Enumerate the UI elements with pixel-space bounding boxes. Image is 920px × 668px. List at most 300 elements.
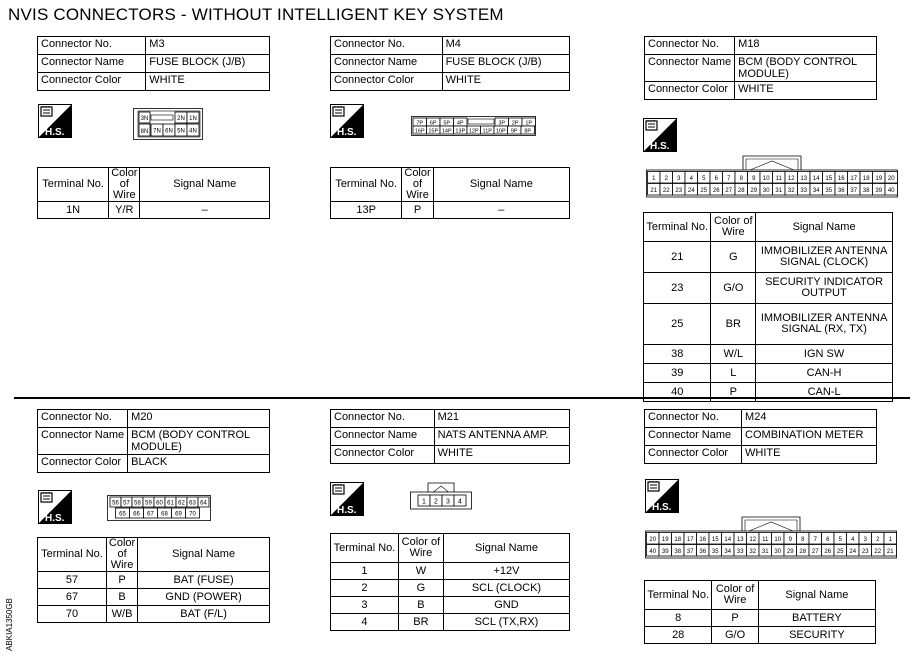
- pin-label: 26: [824, 549, 832, 555]
- connector-no-label: Connector No.: [38, 37, 146, 55]
- pin-label: 17: [850, 176, 858, 182]
- signal-name: CAN-H: [756, 364, 893, 383]
- connector-info-m3: [37, 36, 270, 91]
- connector-no-value: M4: [442, 37, 569, 55]
- terminal-no: 3: [331, 597, 399, 614]
- connector-no-value: M24: [742, 410, 877, 428]
- pin-label: 3: [863, 537, 867, 543]
- pin-label: 17: [686, 537, 694, 543]
- pin-label: 18: [674, 537, 682, 543]
- terminal-no: 21: [644, 242, 711, 273]
- color-of-wire-header: Color of Wire: [402, 168, 433, 202]
- connector-name-value: BCM (BODY CONTROL MODULE): [735, 55, 877, 82]
- signal-name: BATTERY: [758, 610, 875, 627]
- connector-color-label: Connector Color: [38, 455, 128, 473]
- signal-table-header: [38, 168, 270, 202]
- pin-label: 70: [189, 511, 196, 518]
- connector-color-row: [331, 446, 570, 464]
- pin-label: 10: [774, 537, 782, 543]
- wire-color: P: [402, 202, 433, 219]
- table-row: [38, 589, 270, 606]
- pin-label: 29: [786, 549, 794, 555]
- table-row: [331, 202, 570, 219]
- connector-face-m20: [107, 495, 211, 521]
- hs-harness-side-icon: [38, 104, 72, 138]
- connector-info-m20: [37, 409, 270, 473]
- terminal-no: 28: [645, 627, 712, 644]
- wire-color: G: [398, 580, 443, 597]
- hs-harness-side-icon: [330, 104, 364, 138]
- signal-name: SCL (CLOCK): [443, 580, 569, 597]
- connector-color-label: Connector Color: [645, 82, 735, 100]
- connector-info-m4: [330, 36, 570, 91]
- pin-label: 6P: [429, 120, 437, 127]
- wire-color: P: [711, 383, 756, 402]
- connector-name-row: [38, 55, 270, 73]
- pin-label: 13P: [455, 128, 466, 135]
- pin-label: 15P: [428, 128, 439, 135]
- signal-table-m3: [37, 167, 270, 219]
- signal-table-m24: [644, 580, 876, 644]
- hs-harness-side-icon: [330, 482, 364, 516]
- signal-name: GND (POWER): [138, 589, 270, 606]
- table-row: [38, 572, 270, 589]
- terminal-no: 57: [38, 572, 107, 589]
- terminal-no: 39: [644, 364, 711, 383]
- signal-name-header: Signal Name: [138, 538, 270, 572]
- terminal-no: 13P: [331, 202, 402, 219]
- connector-face-m18: [646, 154, 898, 198]
- connector-name-label: Connector Name: [38, 55, 146, 73]
- terminal-no: 4: [331, 614, 399, 631]
- pin-label: 25: [700, 188, 708, 194]
- pin-label: 1N: [189, 116, 197, 122]
- table-row: [644, 242, 893, 273]
- connector-name-row: [645, 55, 877, 82]
- color-of-wire-header: Color of Wire: [712, 581, 758, 610]
- wire-color: BR: [711, 304, 756, 345]
- pin-label: 11: [775, 176, 782, 182]
- connector-face-m21: [410, 480, 472, 510]
- signal-name: IMMOBILIZER ANTENNA SIGNAL (CLOCK): [756, 242, 893, 273]
- connector-name-row: [331, 55, 570, 73]
- signal-table-header: [331, 168, 570, 202]
- table-row: [645, 627, 876, 644]
- connector-info-m18: [644, 36, 877, 100]
- pin-label: 1: [888, 537, 892, 543]
- pin-label: 34: [812, 188, 820, 194]
- connector-no-value: M3: [146, 37, 270, 55]
- signal-name: SCL (TX,RX): [443, 614, 569, 631]
- connector-name-label: Connector Name: [331, 55, 443, 73]
- connector-color-value: WHITE: [434, 446, 569, 464]
- connector-name-label: Connector Name: [645, 428, 742, 446]
- connector-face-m24: [645, 515, 897, 559]
- hs-label: H.S.: [45, 513, 65, 524]
- signal-table-m20: [37, 537, 270, 623]
- color-of-wire-header: Color of Wire: [711, 213, 756, 242]
- connector-name-label: Connector Name: [331, 428, 435, 446]
- pin-label: 10P: [495, 128, 506, 135]
- signal-name-header: Signal Name: [433, 168, 569, 202]
- pin-label: 31: [761, 549, 769, 555]
- connector-color-value: WHITE: [146, 73, 270, 91]
- hs-harness-side-icon: [38, 490, 72, 524]
- connector-name-row: [38, 428, 270, 455]
- pin-label: 5: [702, 176, 706, 182]
- connector-color-label: Connector Color: [645, 446, 742, 464]
- connector-name-value: NATS ANTENNA AMP.: [434, 428, 569, 446]
- pin-label: 31: [775, 188, 783, 194]
- terminal-no: 38: [644, 345, 711, 364]
- pin-label: 8N: [140, 129, 149, 135]
- pin-label: 2P: [511, 120, 519, 127]
- signal-name: –: [140, 202, 270, 219]
- pin-label: 35: [711, 549, 719, 555]
- table-row: [331, 614, 570, 631]
- pin-label: 13: [736, 537, 744, 543]
- color-of-wire-header: Color of Wire: [398, 534, 443, 563]
- pin-label: 6: [714, 176, 718, 182]
- pin-label: 22: [662, 188, 670, 194]
- pin-label: 2: [434, 498, 438, 506]
- connector-color-label: Connector Color: [331, 73, 443, 91]
- connector-face-m4: [411, 116, 536, 136]
- pin-label: 20: [649, 537, 657, 543]
- pin-label: 3N: [140, 116, 149, 122]
- pin-label: 5P: [443, 120, 451, 127]
- pin-label: 59: [145, 500, 152, 507]
- pin-label: 28: [799, 549, 807, 555]
- signal-name-header: Signal Name: [443, 534, 569, 563]
- pin-label: 13: [800, 176, 808, 182]
- terminal-no-header: Terminal No.: [645, 581, 712, 610]
- table-row: [331, 563, 570, 580]
- wire-color: G/O: [711, 273, 756, 304]
- pin-label: 33: [800, 188, 808, 194]
- pin-label: 24: [687, 188, 695, 194]
- pin-label: 40: [887, 188, 895, 194]
- pin-label: 37: [850, 188, 858, 194]
- connector-color-value: WHITE: [742, 446, 877, 464]
- connector-no-row: [331, 37, 570, 55]
- pin-label: 14: [812, 176, 820, 182]
- pin-label: 20: [887, 176, 895, 182]
- connector-no-row: [331, 410, 570, 428]
- pin-label: 24: [849, 549, 857, 555]
- signal-name: SECURITY: [758, 627, 875, 644]
- wire-color: L: [711, 364, 756, 383]
- connector-name-value: COMBINATION METER: [742, 428, 877, 446]
- signal-table-m21: [330, 533, 570, 631]
- signal-name-header: Signal Name: [758, 581, 875, 610]
- connector-no-label: Connector No.: [645, 37, 735, 55]
- pin-label: 39: [661, 549, 669, 555]
- table-row: [644, 383, 893, 402]
- pin-label: 33: [736, 549, 744, 555]
- pin-label: 7: [813, 537, 817, 543]
- wire-color: W: [398, 563, 443, 580]
- pin-label: 14: [724, 537, 732, 543]
- connector-info-m21: [330, 409, 570, 464]
- connector-color-label: Connector Color: [331, 446, 435, 464]
- pin-label: 6: [826, 537, 830, 543]
- connector-color-row: [38, 455, 270, 473]
- terminal-no: 8: [645, 610, 712, 627]
- pin-label: 4: [851, 537, 855, 543]
- wire-color: W/B: [106, 606, 137, 623]
- pin-label: 19: [875, 176, 883, 182]
- pin-label: 65: [119, 511, 126, 518]
- connector-name-label: Connector Name: [38, 428, 128, 455]
- table-row: [331, 597, 570, 614]
- terminal-no-header: Terminal No.: [38, 168, 109, 202]
- pin-label: 21: [650, 188, 658, 194]
- terminal-no: 23: [644, 273, 711, 304]
- wire-color: Y/R: [109, 202, 140, 219]
- pin-label: 40: [649, 549, 657, 555]
- hs-label: H.S.: [650, 141, 670, 152]
- connector-color-row: [645, 82, 877, 100]
- pin-label: 14P: [441, 128, 452, 135]
- signal-name: IGN SW: [756, 345, 893, 364]
- terminal-no: 25: [644, 304, 711, 345]
- connector-no-row: [38, 37, 270, 55]
- pin-label: 35: [825, 188, 833, 194]
- connector-name-value: BCM (BODY CONTROL MODULE): [128, 428, 270, 455]
- table-row: [644, 273, 893, 304]
- pin-label: 36: [837, 188, 845, 194]
- pin-label: 3: [446, 498, 450, 506]
- connector-no-row: [645, 37, 877, 55]
- pin-label: 29: [750, 188, 758, 194]
- pin-label: 34: [724, 549, 732, 555]
- pin-label: 39: [875, 188, 883, 194]
- connector-color-value: WHITE: [735, 82, 877, 100]
- pin-label: 22: [874, 549, 882, 555]
- pin-label: 68: [161, 511, 168, 518]
- hs-label: H.S.: [337, 505, 357, 516]
- table-row: [331, 580, 570, 597]
- terminal-no-header: Terminal No.: [38, 538, 107, 572]
- wire-color: B: [106, 589, 137, 606]
- terminal-no: 70: [38, 606, 107, 623]
- wire-color: B: [398, 597, 443, 614]
- signal-name: IMMOBILIZER ANTENNA SIGNAL (RX, TX): [756, 304, 893, 345]
- signal-name: BAT (FUSE): [138, 572, 270, 589]
- terminal-no-header: Terminal No.: [331, 168, 402, 202]
- pin-label: 67: [147, 511, 154, 518]
- terminal-no: 2: [331, 580, 399, 597]
- hs-harness-side-icon: [643, 118, 677, 152]
- pin-label: 7N: [153, 128, 161, 135]
- pin-label: 1: [652, 176, 656, 182]
- pin-label: 56: [112, 500, 119, 507]
- signal-name: BAT (F/L): [138, 606, 270, 623]
- connector-info-m24: [644, 409, 877, 464]
- pin-label: 12: [787, 176, 795, 182]
- signal-name-header: Signal Name: [756, 213, 893, 242]
- connector-no-label: Connector No.: [38, 410, 128, 428]
- connector-no-label: Connector No.: [645, 410, 742, 428]
- pin-label: 15: [825, 176, 833, 182]
- table-row: [644, 345, 893, 364]
- connector-name-row: [331, 428, 570, 446]
- pin-label: 38: [862, 188, 870, 194]
- pin-label: 25: [836, 549, 844, 555]
- connector-color-label: Connector Color: [38, 73, 146, 91]
- hs-label: H.S.: [652, 502, 672, 513]
- signal-name: CAN-L: [756, 383, 893, 402]
- hs-label: H.S.: [337, 127, 357, 138]
- signal-table-header: [645, 581, 876, 610]
- figure-code: ABKIA1350GB: [5, 598, 14, 651]
- color-of-wire-header: Color of Wire: [106, 538, 137, 572]
- terminal-no-header: Terminal No.: [644, 213, 711, 242]
- pin-label: 5N: [177, 128, 185, 135]
- pin-label: 2: [664, 176, 668, 182]
- signal-table-header: [644, 213, 893, 242]
- pin-label: 15: [711, 537, 719, 543]
- pin-label: 4P: [456, 120, 464, 127]
- terminal-no-header: Terminal No.: [331, 534, 399, 563]
- pin-label: 7P: [416, 120, 424, 127]
- pin-label: 21: [886, 549, 894, 555]
- pin-label: 8: [739, 176, 743, 182]
- connector-no-label: Connector No.: [331, 410, 435, 428]
- terminal-no: 67: [38, 589, 107, 606]
- table-row: [38, 606, 270, 623]
- pin-label: 1: [422, 498, 426, 506]
- pin-label: 32: [787, 188, 795, 194]
- pin-label: 36: [699, 549, 707, 555]
- pin-label: 8: [801, 537, 805, 543]
- signal-name: GND: [443, 597, 569, 614]
- wire-color: G: [711, 242, 756, 273]
- signal-table-m18: [643, 212, 893, 402]
- wire-color: BR: [398, 614, 443, 631]
- pin-label: 16: [837, 176, 845, 182]
- pin-label: 37: [686, 549, 694, 555]
- pin-label: 64: [200, 500, 207, 507]
- wire-color: P: [106, 572, 137, 589]
- connector-name-value: FUSE BLOCK (J/B): [146, 55, 270, 73]
- connector-color-value: BLACK: [128, 455, 270, 473]
- pin-label: 4N: [189, 128, 197, 135]
- pin-label: 23: [861, 549, 869, 555]
- pin-label: 4: [458, 498, 462, 506]
- pin-label: 38: [674, 549, 682, 555]
- terminal-no: 1N: [38, 202, 109, 219]
- pin-label: 4: [689, 176, 693, 182]
- terminal-no: 40: [644, 383, 711, 402]
- pin-label: 16: [699, 537, 707, 543]
- table-row: [644, 304, 893, 345]
- pin-label: 9P: [510, 128, 518, 135]
- pin-label: 7: [727, 176, 731, 182]
- connector-name-label: Connector Name: [645, 55, 735, 82]
- pin-label: 1P: [525, 120, 533, 127]
- pin-label: 28: [737, 188, 745, 194]
- hs-label: H.S.: [45, 127, 65, 138]
- pin-label: 2N: [177, 116, 185, 122]
- signal-table-m4: [330, 167, 570, 219]
- signal-name-header: Signal Name: [140, 168, 270, 202]
- signal-table-header: [331, 534, 570, 563]
- signal-name: +12V: [443, 563, 569, 580]
- wire-color: P: [712, 610, 758, 627]
- connector-no-row: [38, 410, 270, 428]
- pin-label: 66: [133, 511, 140, 518]
- table-row: [38, 202, 270, 219]
- terminal-no: 1: [331, 563, 399, 580]
- pin-label: 11: [762, 537, 769, 543]
- color-of-wire-header: Color of Wire: [109, 168, 140, 202]
- pin-label: 8P: [524, 128, 532, 135]
- pin-label: 12P: [468, 128, 479, 135]
- pin-label: 61: [167, 500, 174, 507]
- pin-label: 9: [788, 537, 792, 543]
- pin-label: 5: [838, 537, 842, 543]
- hs-harness-side-icon: [645, 479, 679, 513]
- pin-label: 23: [675, 188, 683, 194]
- pin-label: 12: [749, 537, 757, 543]
- connector-no-value: M18: [735, 37, 877, 55]
- pin-label: 63: [189, 500, 196, 507]
- pin-label: 27: [725, 188, 733, 194]
- pin-label: 18: [862, 176, 870, 182]
- pin-label: 62: [178, 500, 185, 507]
- wire-color: G/O: [712, 627, 758, 644]
- connector-no-row: [645, 410, 877, 428]
- pin-label: 58: [134, 500, 141, 507]
- connector-no-value: M21: [434, 410, 569, 428]
- pin-label: 19: [661, 537, 669, 543]
- pin-label: 3P: [498, 120, 506, 127]
- connector-face-m3: [133, 108, 203, 140]
- pin-label: 30: [762, 188, 770, 194]
- wire-color: W/L: [711, 345, 756, 364]
- table-row: [645, 610, 876, 627]
- pin-label: 3: [677, 176, 681, 182]
- page-title: NVIS CONNECTORS - WITHOUT INTELLIGENT KEY SYSTEM: [8, 5, 504, 24]
- pin-label: 27: [811, 549, 819, 555]
- pin-label: 16P: [414, 128, 425, 135]
- pin-label: 2: [876, 537, 880, 543]
- pin-label: 11P: [482, 128, 492, 135]
- connector-color-row: [38, 73, 270, 91]
- pin-label: 60: [156, 500, 163, 507]
- pin-label: 32: [749, 549, 757, 555]
- pin-label: 69: [175, 511, 182, 518]
- signal-name: SECURITY INDICATOR OUTPUT: [756, 273, 893, 304]
- connector-no-label: Connector No.: [331, 37, 443, 55]
- signal-table-header: [38, 538, 270, 572]
- signal-name: –: [433, 202, 569, 219]
- connector-no-value: M20: [128, 410, 270, 428]
- pin-label: 6N: [165, 128, 173, 135]
- connector-name-value: FUSE BLOCK (J/B): [442, 55, 569, 73]
- connector-color-value: WHITE: [442, 73, 569, 91]
- connector-color-row: [645, 446, 877, 464]
- pin-label: 9: [752, 176, 756, 182]
- table-row: [644, 364, 893, 383]
- pin-label: 10: [762, 176, 770, 182]
- connector-color-row: [331, 73, 570, 91]
- pin-label: 30: [774, 549, 782, 555]
- pin-label: 57: [123, 500, 130, 507]
- connector-name-row: [645, 428, 877, 446]
